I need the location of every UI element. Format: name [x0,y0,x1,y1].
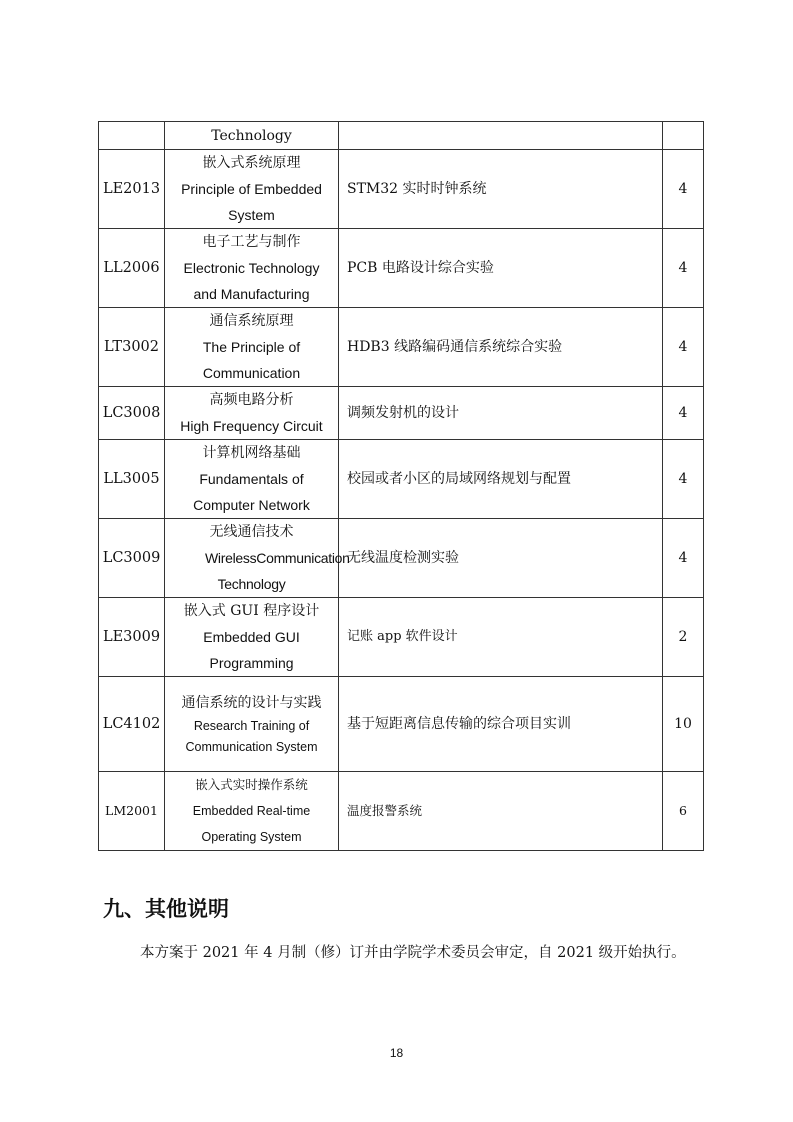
course-name-cn: 高频电路分析 [209,392,294,408]
course-name-cn: 无线通信技术 [209,524,294,540]
course-name [165,387,339,440]
table-row [99,387,704,440]
course-name-cn: 嵌入式系统原理 [202,155,301,171]
course-name [165,677,339,772]
course-project: 基于短距离信息传输的综合项目实训 [339,677,663,772]
course-code: LC3008 [99,387,165,440]
course-table [98,121,704,851]
course-project: STM32 实时时钟系统 [339,150,663,229]
course-name [165,519,350,598]
table-row [99,308,704,387]
table-row [99,772,704,851]
course-name-en: The Principle of Communication [202,339,301,381]
course-name [165,150,339,229]
course-name-en: High Frequency Circuit [180,418,323,434]
course-name-cn: 计算机网络基础 [202,445,301,461]
section-heading: 九、其他说明 [103,897,229,921]
table-row [99,519,704,598]
course-name-cn: 通信系统的设计与实践 [181,695,322,711]
course-name-en: Electronic Technology and Manufacturing [183,260,320,302]
course-name-cn: 通信系统原理 [209,313,294,329]
table-row [99,229,704,308]
course-code: LL3005 [99,440,165,519]
course-credits: 2 [663,598,704,677]
course-code: LC3009 [99,519,165,598]
course-project: 记账 app 软件设计 [339,598,663,677]
course-name [165,772,339,851]
course-credits: 6 [663,772,704,851]
course-credits: 4 [663,387,704,440]
course-name-cn: 嵌入式实时操作系统 [195,777,308,792]
course-credits [663,122,704,150]
course-name-cn: 电子工艺与制作 [202,234,301,250]
course-name [165,308,339,387]
course-name [165,229,339,308]
course-name-en: WirelessCommunication Technology [205,550,350,592]
course-project: 无线温度检测实验 [339,519,663,598]
course-name-cn: 嵌入式 GUI 程序设计 [183,603,320,619]
course-name-en: Embedded Real-time Operating System [192,804,311,844]
course-project [339,122,663,150]
table-row [99,440,704,519]
course-credits: 4 [663,150,704,229]
course-name-en: Fundamentals of Computer Network [193,471,310,513]
course-credits: 10 [663,677,704,772]
course-credits: 4 [663,519,704,598]
course-project: PCB 电路设计综合实验 [339,229,663,308]
course-credits: 4 [663,308,704,387]
table-row [99,150,704,229]
table-row [99,677,704,772]
course-code: LE3009 [99,598,165,677]
course-project: HDB3 线路编码通信系统综合实验 [339,308,663,387]
course-code: LE2013 [99,150,165,229]
course-project: 调频发射机的设计 [339,387,663,440]
course-name-en: Embedded GUI Programming [203,629,300,671]
course-code: LC4102 [99,677,165,772]
course-name [165,122,339,150]
course-project: 校园或者小区的局域网络规划与配置 [339,440,663,519]
course-project: 温度报警系统 [339,772,663,851]
section-body: 本方案于 2021 年 4 月制（修）订并由学院学术委员会审定，自 2021 级开始执行。 [140,945,686,961]
course-code: LL2006 [99,229,165,308]
table-row [99,122,704,150]
page-number: 18 [389,1046,404,1060]
course-code [99,122,165,150]
course-credits: 4 [663,440,704,519]
table-row [99,598,704,677]
course-credits: 4 [663,229,704,308]
course-name-en: Technology [211,127,292,144]
course-name [165,598,339,677]
course-name-en: Principle of Embedded System [181,181,322,223]
course-code: LT3002 [99,308,165,387]
course-name [165,440,339,519]
course-name-en: Research Training of Communication System [185,719,318,754]
course-code: LM2001 [99,772,165,851]
